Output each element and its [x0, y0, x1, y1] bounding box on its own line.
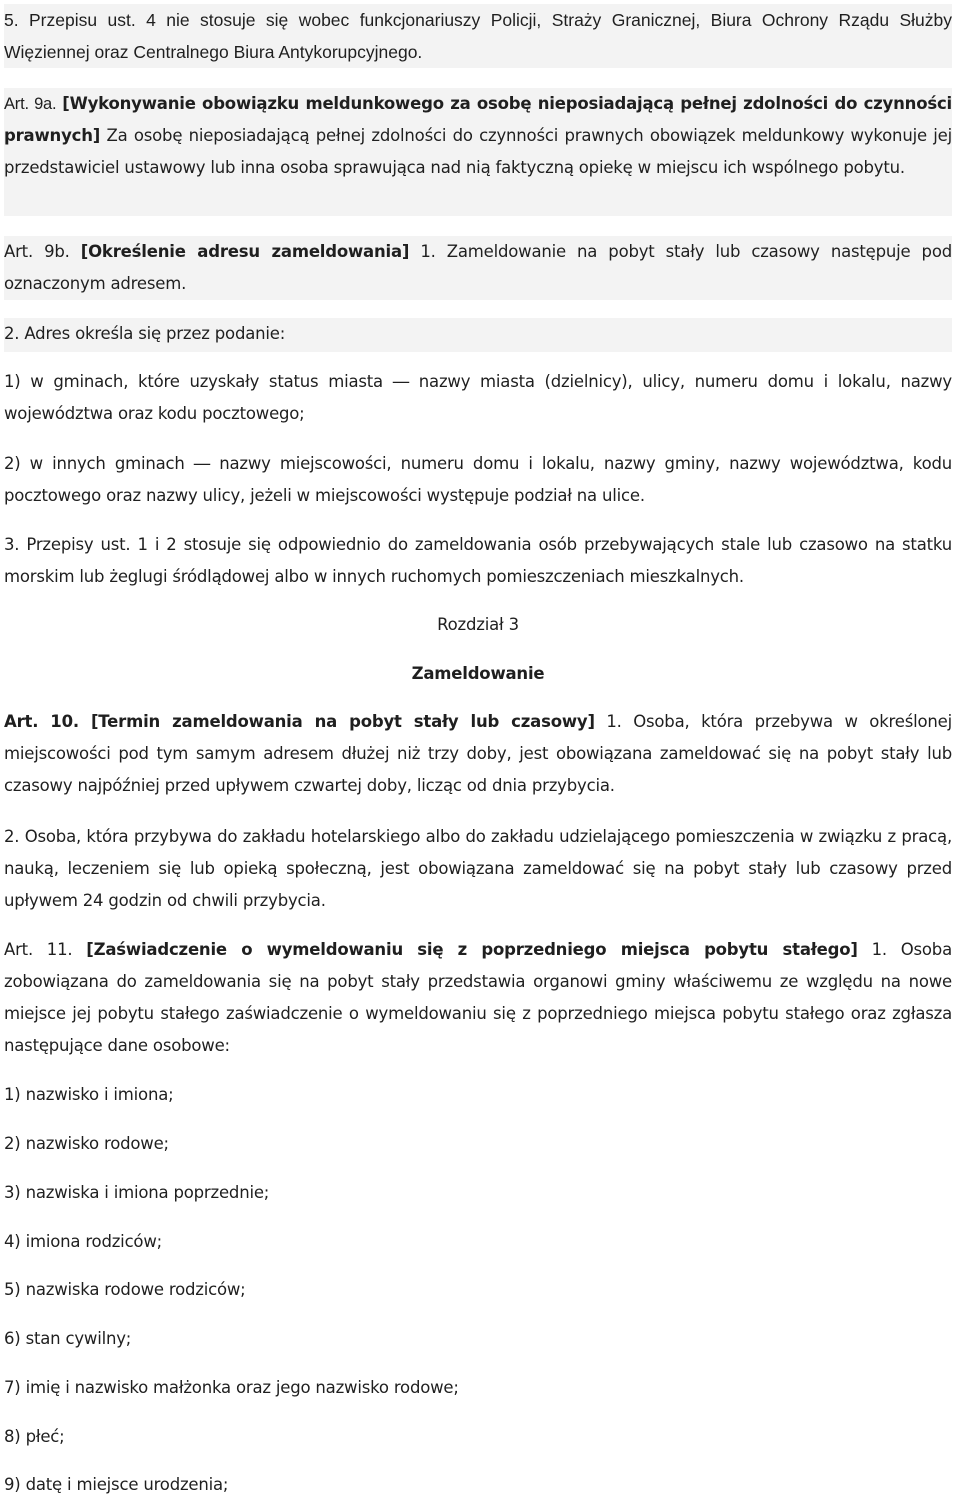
paragraph-point2: [4, 448, 952, 512]
list-item: 2) nazwisko rodowe;: [4, 1134, 169, 1153]
paragraph-text: 5. Przepisu ust. 4 nie stosuje się wobec funkcjonariuszy Policji, Straży Granicznej, Biura Ochrony Rządu Służby Więziennej oraz Centralnego Biura Antykorupcyjnego.: [4, 10, 952, 62]
paragraph-art9-ust5: [4, 4, 952, 68]
list-item: 5) nazwiska rodowe rodziców;: [4, 1280, 246, 1299]
list-item: 1) nazwisko i imiona;: [4, 1085, 174, 1104]
article-number: Art. 9b.: [4, 242, 70, 261]
paragraph-text: 1. Osoba, która przebywa w określonej miejscowości pod tym samym adresem dłużej niż trzy doby, jest obowiązana zameldować się na pobyt stały lub czasowy najpóźniej przed upływem czwartej doby, licząc od dnia przybycia.: [4, 712, 952, 795]
article-title: Art. 10. [Termin zameldowania na pobyt stały lub czasowy]: [4, 712, 595, 731]
article-number: Art. 9a.: [4, 95, 57, 113]
paragraph-text: 1) w gminach, które uzyskały status miasta ― nazwy miasta (dzielnicy), ulicy, numeru domu i lokalu, nazwy województwa oraz kodu pocztowego;: [4, 372, 952, 423]
paragraph-art10-ust2: [4, 821, 952, 919]
paragraph-art9a: [4, 88, 952, 216]
chapter-title: Zameldowanie: [411, 664, 545, 683]
article-title: [Określenie adresu zameldowania]: [80, 242, 410, 261]
paragraph-text: 2) w innych gminach ― nazwy miejscowości, numeru domu i lokalu, nazwy gminy, nazwy województwa, kodu pocztowego oraz nazwy ulicy, jeżeli w miejscowości występuje podział na ulice.: [4, 454, 952, 505]
list-item: 7) imię i nazwisko małżonka oraz jego nazwisko rodowe;: [4, 1378, 459, 1397]
paragraph-point1: [4, 366, 952, 430]
paragraph-art10-ust1: [4, 706, 952, 804]
paragraph-text: 2. Osoba, która przybywa do zakładu hotelarskiego albo do zakładu udzielającego pomieszczenia w związku z pracą, nauką, leczeniem się lub opieką społeczną, jest obowiązana zameldować się na pobyt stały lub czasowy przed upływem 24 godzin od chwili przybycia.: [4, 827, 952, 910]
paragraph-text: 1. Osoba zobowiązana do zameldowania się na pobyt stały przedstawia organowi gminy właściwemu ze względu na nowe miejsce jej pobytu stałego zaświadczenie o wymeldowaniu się z poprzedniego miejsca pobytu stałego oraz zgłasza następujące dane osobowe:: [4, 940, 952, 1055]
article-title: [Wykonywanie obowiązku meldunkowego za osobę nieposiadającą pełnej zdolności do czynności prawnych]: [4, 94, 952, 145]
article-title: [Zaświadczenie o wymeldowaniu się z poprzedniego miejsca pobytu stałego]: [86, 940, 858, 959]
article-number: Art. 11.: [4, 940, 73, 959]
list-item: 4) imiona rodziców;: [4, 1232, 162, 1251]
paragraph-text: 2. Adres określa się przez podanie:: [4, 324, 286, 343]
paragraph-text: 3. Przepisy ust. 1 i 2 stosuje się odpowiednio do zameldowania osób przebywających stale lub czasowo na statku morskim lub żeglugi śródlądowej albo w innych ruchomych pomieszczeniach mieszkalnych.: [4, 535, 952, 586]
paragraph-art9b-ust1: [4, 236, 952, 300]
list-item: 8) płeć;: [4, 1427, 65, 1446]
chapter-number: Rozdział 3: [437, 615, 519, 634]
paragraph-art11: [4, 934, 952, 1064]
list-item: 3) nazwiska i imiona poprzednie;: [4, 1183, 270, 1202]
list-item: 9) datę i miejsce urodzenia;: [4, 1475, 229, 1494]
paragraph-art9b-ust3: [4, 529, 952, 593]
paragraph-text: Za osobę nieposiadającą pełnej zdolności do czynności prawnych obowiązek meldunkowy wykonuje jej przedstawiciel ustawowy lub inna osoba sprawująca nad nią faktyczną opiekę w miejscu ich wspólnego pobytu.: [4, 126, 953, 177]
list-item: 6) stan cywilny;: [4, 1329, 132, 1348]
paragraph-art9b-ust2: [4, 318, 952, 352]
paragraph-text: 1. Zameldowanie na pobyt stały lub czasowy następuje pod oznaczonym adresem.: [4, 242, 952, 293]
